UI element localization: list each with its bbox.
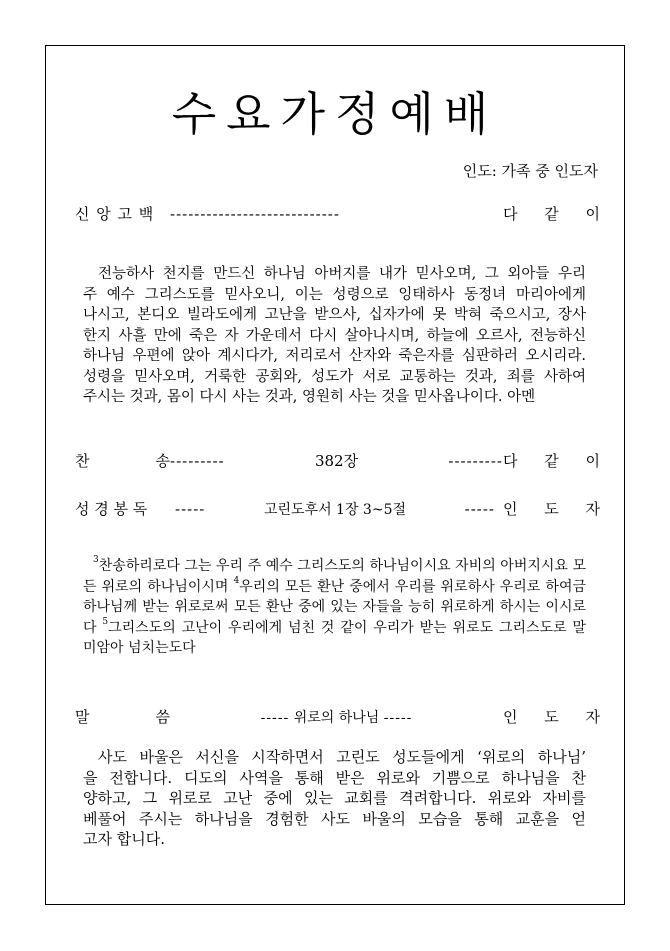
reading-dashes-right: -----	[464, 499, 495, 518]
hymn-dashes-left: ---------	[170, 451, 225, 470]
creed-who: 다 같 이	[503, 205, 600, 223]
sermon-title: ----- 위로의 하나님 -----	[260, 709, 413, 726]
sermon-who: 인 도 자	[503, 708, 600, 726]
creed-label: 신 앙 고 백	[75, 205, 154, 223]
sermon-summary: 사도 바울은 서신을 시작하면서 고린도 성도들에게 ‘위로의 하나님’ 을 전합니다. 디도의 사역을 통해 받은 위로와 기쁨으로 하나님을 찬 양하고, 그 위로로 고난 중에 있는 교회를 격려합니다. 위로와 자비를 베풀어 주시는 하나님을 경험한 사도 바울의 모습을 통해 교훈을 얻 고자 합니다.	[83, 748, 586, 848]
reading-dashes-left: -----	[175, 499, 206, 518]
reading-label: 성 경 봉 독	[75, 500, 148, 518]
hymn-dashes-right: ---------	[448, 451, 503, 470]
hymn-who: 다 같 이	[503, 452, 600, 470]
reading-who: 인 도 자	[503, 500, 600, 518]
leader-text: 인도: 가족 중 인도자	[462, 162, 598, 180]
reading-reference: 고린도후서 1장 3~5절	[263, 501, 407, 518]
sermon-row	[75, 706, 600, 727]
sermon-label: 말 씀	[75, 708, 170, 726]
page-title: 수요가정예배	[171, 87, 499, 141]
hymn-number: 382장	[314, 452, 359, 470]
scripture-text: $^3$찬송하리로다 그는 우리 주 예수 그리스도의 하나님이시요 자비의 아버지시요 모 든 위로의 하나님이시며 $^4$우리의 모든 환난 중에서 우리를 위로하사 우리로 하여금 하나님께 받는 위로로써 모든 환난 중에 있는 자들을 능히 위로하게 하시는 이시로 다 $^5$그리스도의 고난이 우리에게 넘친 것 같이 우리가 받는 위로도 그리스도로 말 미암아 넘치는도다	[83, 555, 586, 656]
creed-dashes: ----------------------------	[170, 204, 340, 223]
hymn-row	[75, 450, 600, 471]
creed-text: 전능하사 천지를 만드신 하나님 아버지를 내가 믿사오며, 그 외아들 우리 주 예수 그리스도를 믿사오니, 이는 성령으로 잉태하사 동정녀 마리아에게 나시고, 본디오 빌라도에게 고난을 받으사, 십자가에 못 박혀 죽으시고, 장사 한지 사흘 만에 죽은 자 가운데서 다시 살아나시며, 하늘에 오르사, 전능하신 하나님 우편에 앉아 계시다가, 저리로서 산자와 죽은자를 심판하러 오시리라. 성령을 믿사오며, 거룩한 공회와, 성도가 서로 교통하는 것과, 죄를 사하여 주시는 것과, 몸이 다시 사는 것과, 영원히 사는 것을 믿사옵나이다. 아멘	[83, 266, 586, 405]
reading-row	[75, 498, 600, 519]
hymn-label: 찬 송	[75, 452, 170, 470]
creed-row	[75, 203, 600, 224]
